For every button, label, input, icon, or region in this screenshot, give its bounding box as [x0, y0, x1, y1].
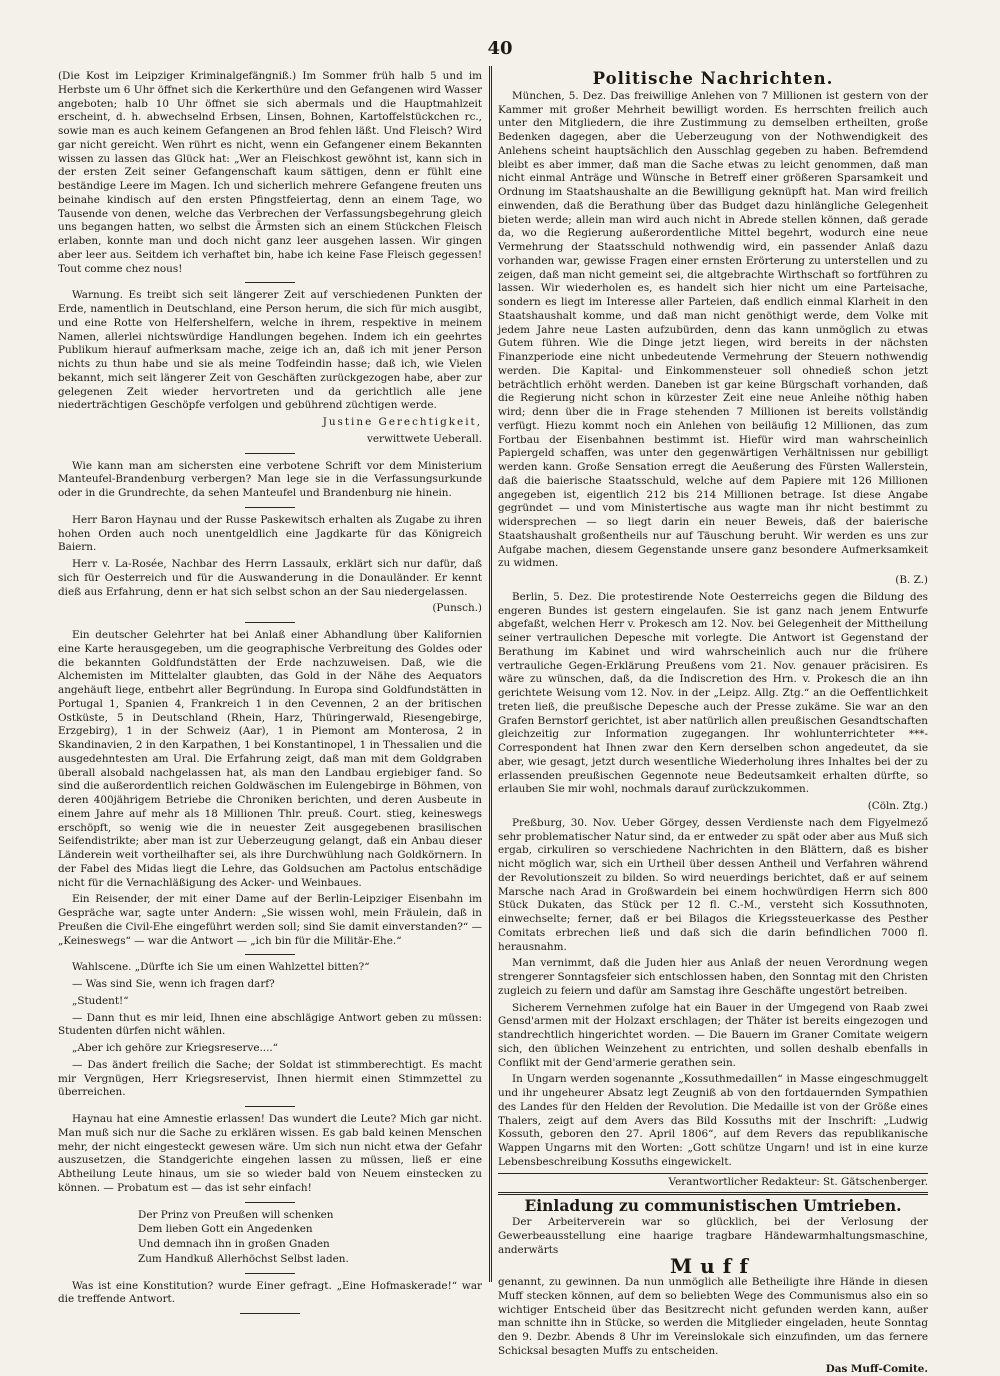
separator — [245, 507, 295, 508]
verse-line: Der Prinz von Preußen will schenken — [58, 1209, 482, 1223]
article-haynau-orden: Herr Baron Haynau und der Russe Paskewitsch erhalten als Zugabe zu ihren hohen Orden auch noch unentgeldlich eine Jagdkarte für das Königreich Baiern. — [58, 514, 482, 555]
news-juden-sonntag: Man vernimmt, daß die Juden hier aus Anlaß der neuen Verordnung wegen strengerer Sonntagsfeier sich entschlossen haben, den Sonntag mit den Christen zugleich zu feiern und dafür am Samstag ihre Geschäfte ungestört betreiben. — [498, 957, 928, 998]
separator — [245, 954, 295, 955]
article-civil-ehe: Ein Reisender, der mit einer Dame auf der Berlin-Leipziger Eisenbahn im Gespräche war, sagte unter Andern: „Sie wissen wohl, mein Fräulein, daß in Preußen die Civil-Ehe eingeführt werden soll; sind Sie damit einverstanden?“ — „Keineswegs“ — war die Antwort — „ich bin für die Militär-Ehe.“ — [58, 893, 482, 948]
verse-line: Dem lieben Gott ein Angedenken — [58, 1223, 482, 1237]
rule — [498, 1173, 928, 1174]
dialogue-line: — Das ändert freilich die Sache; der Soldat ist stimmberechtigt. Es macht mir Vergnügen, Herr Kriegsreservist, Ihnen hiermit einen Stimmzettel zu überreichen. — [58, 1059, 482, 1100]
ad-text-1: Der Arbeiterverein war so glücklich, bei der Verlosung der Gewerbeausstellung eine haarige tragbare Händewarmhaltungsmaschine, anderwärts — [498, 1216, 928, 1257]
dialogue-line: „Aber ich gehöre zur Kriegsreserve....“ — [58, 1042, 482, 1056]
dialogue-line: „Student!“ — [58, 995, 482, 1009]
separator — [245, 622, 295, 623]
signature-line-2: verwittwete Ueberall. — [58, 433, 482, 447]
news-pressburg: Preßburg, 30. Nov. Ueber Görgey, dessen Verdienste nach dem Figyelmező sehr problematischer Natur sind, da er entweder zu spät oder aber aus Muß sich ergab, cirkuliren so verschiedene Nachrichten in den Blättern, daß es bisher nicht möglich war, sich ein Urtheil über dessen Antheil und Verfahren während der Revolutionszeit zu bilden. So wird neuerdings berichtet, daß er auf seinem Marsche nach Arad in Großwardein bei einem hochwürdigen Herrn sich 800 Stück Dukaten, das Stück per 12 fl. C.-M., versteht sich Kossuthnoten, einwechselte; ferner, daß er bei Bilagos die Kriegssteuerkasse des Pesther Comitats erbrechen ließ und daß sich die darin befindlichen 7000 fl. herausnahm. — [498, 817, 928, 955]
ad-display-word: Muff — [498, 1260, 928, 1274]
source-punsch: (Punsch.) — [58, 602, 482, 616]
news-kossuth-medaillen: In Ungarn werden sogenannte „Kossuthmedaillen“ in Masse eingeschmuggelt und ihr ungeheurer Absatz legt Zeugniß ab von den fortdauernden Sympathien des Landes für den Helden der Revolution. Die Medaille ist von der Größe eines Thalers, zeigt auf dem Avers das Bild Kossuths mit der Inschrift: „Ludwig Kossuth, geboren den 27. April 1806“, auf dem Revers das republikanische Wappen Ungarns mit den Worten: „Gott schütze Ungarn! und ist in eine kurze Lebensbeschreibung Kossuths eingewickelt. — [498, 1073, 928, 1169]
article-verbotene-schrift: Wie kann man am sichersten eine verbotene Schrift vor dem Ministerium Manteufel-Brandenburg verbergen? Man lege sie in die Verfassungsurkunde oder in die Grundrechte, da sehen Manteufel und Brandenburg nie hinein. — [58, 460, 482, 501]
ad-text-2: genannt, zu gewinnen. Da nun unmöglich alle Betheiligte ihre Hände in diesen Muff stecken können, auf dem so beliebten Wege des Communismus also ein so wichtiger Entscheid über das Besitzrecht nicht gefunden werden kann, außer man schnitte ihn in Stücke, so werden die Mitglieder eingeladen, heute Sonntag den 9. Dezbr. Abends 8 Uhr im Vereinslokale sich einzufinden, um das fernere Schicksal besagten Muffs zu entscheiden. — [498, 1276, 928, 1359]
separator — [245, 1202, 295, 1203]
column-divider — [489, 66, 492, 1282]
separator — [245, 1106, 295, 1107]
separator — [245, 282, 295, 283]
article-goldfundstaetten: Ein deutscher Gelehrter hat bei Anlaß einer Abhandlung über Kalifornien eine Karte herausgegeben, um die geographische Verbreitung des Goldes oder die bekannten Goldfundstätten der Erde nachzuweisen. Daß, wie die Alchemisten im Mittelalter glaubten, das Gold in der Nähe des Aequators angehäuft liege, entbehrt aller Begründung. In Europa sind Goldfundstätten in Portugal 1, Spanien 4, Frankreich 1 in den Cevennen, 2 an der britischen Ostküste, 5 in Deutschland (Rhein, Harz, Thüringerwald, Riesengebirge, Erzgebirg), 1 in der Schweiz (Aar), 1 in Piemont am Monterosa, 2 in Skandinavien, 2 in den Karpathen, 1 bei Konstantinopel, 1 in Thessalien und die ausgedehntesten am Ural. Die Erfahrung zeigt, daß man mit dem Goldgraben überall alsobald nachgelassen hat, als man den Landbau ergiebiger fand. So sind die außerordentlich reichen Goldwäschen im Eulengebirge in Böhmen, von deren 400jährigem Betriebe die Chroniken berichten, und deren Ausbeute in einem Jahre auf mehr als 18 Millionen Thlr. preuß. Court. stieg, keineswegs erschöpft, so wenig wie die in neuester Zeit ausgegebenen brasilischen Seifendistrikte; aber man ist zur Ueberzeugung gelangt, daß ein Anbau dieser Länderein weit vortheilhafter sei, als ihre Durchwühlung nach Goldkörnern. In der Fabel des Midas liegt die Lehre, das Goldsuchen am Pactolus entschädige nicht für die Vernachläßigung des Acker- und Weinbaues. — [58, 629, 482, 890]
article-warnung: Warnung. Es treibt sich seit längerer Zeit auf verschiedenen Punkten der Erde, namentlich in Deutschland, eine Person herum, die sich für mich ausgibt, und eine Rotte von Helfershelfern, welche in ihrem, respektive in meinem Namen, allerlei nichtswürdige Handlungen begehen. Indem ich ein geehrtes Publikum hierauf aufmerksam mache, zeige ich an, daß ich mit jener Person nichts zu thun habe und sie als meine Todfeindin hasse; daß ich, wie Vielen bekannt, mich seit längerer Zeit von Geschäften zurückgezogen habe, aber zur gelegenen Zeit wieder hervortreten und da gerichtlich alle jene niederträchtigen Geschöpfe verfolgen und gebührend züchtigen werde. — [58, 289, 482, 413]
signature-line-1: Justine Gerechtigkeit, — [58, 416, 482, 430]
article-kost: (Die Kost im Leipziger Kriminalgefängniß.) Im Sommer früh halb 5 und im Herbste um 6 Uhr öffnet sich die Kerkerthüre und den Gefangenen wird Wasser angeboten; halb 10 Uhr öffnet sie sich abermals und die Hauptmahlzeit erscheint, d. h. abwechselnd Erbsen, Linsen, Bohnen, Kartoffelstückchen rc., sowie man es auch keinem Gefangenen an Brod fehlen läßt. Und Fleisch? Wird gar nicht gereicht. Wen rührt es nicht, wenn ein Gefangener einem Bekannten wissen zu lassen das Glück hat: „Wer an Fleischkost gewöhnt ist, kann sich in der ersten Zeit seiner Gefangenschaft kaum sättigen, denn er fühlt eine beständige Leere im Magen. Ich und sicherlich mehrere Gefangene freuten uns beinahe kindisch auf den ersten Pfingstfeiertag, denn an einem Tage, wo Tausende von denen, welche das Verbrechen der Verfassungsbegehrung gleich uns begangen hatten, wo selbst die Ärmsten sich an einem Stückchen Fleisch erlaben, konnte man und doch nicht ganz leer ausgehen lassen. Wir gingen aber leer aus. Seitdem ich verhaftet bin, habe ich keine Fase Fleisch gegessen! Tout comme chez nous! — [58, 70, 482, 276]
verse-line: Zum Handkuß Allerhöchst Selbst laden. — [58, 1253, 482, 1267]
news-raab: Sicherem Vernehmen zufolge hat ein Bauer in der Umgegend von Raab zwei Gensd'armen mit der Holzaxt erschlagen; der Thäter ist bereits eingezogen und standrechtlich hingerichtet worden. — Die Bauern im Graner Comitate weigern sich, den üblichen Weinzehent zu entrichten, und sollen deshalb ebenfalls in Conflikt mit der Gend'armerie gerathen sein. — [498, 1002, 928, 1071]
left-column — [58, 70, 482, 1320]
dialogue-wahlscene: Wahlscene. „Dürfte ich Sie um einen Wahlzettel bitten?“ — [58, 961, 482, 975]
news-berlin: Berlin, 5. Dez. Die protestirende Note Oesterreichs gegen die Bildung des engeren Bundes ist gestern eingelaufen. Sie ist ganz nach jenem Entwurfe abgefaßt, welchen Herr v. Prokesch am 12. Nov. bei Gelegenheit der Mittheilung seiner vertraulichen Depesche mit vorlegte. Die Antwort ist Gegenstand der Berathung im Kabinet und wird wahrscheinlich auch nur die frühere vertrauliche Gegen-Erklärung Preußens vom 21. Nov. genauer präcisiren. Es wäre zu wünschen, daß, da die Indiscretion des Hrn. v. Prokesch die an ihn gerichtete Weisung vom 12. Nov. in der „Leipz. Allg. Ztg.“ an die Oeffentlichkeit treten ließ, die preußische Depesche auch der Presse zukäme. Sie war an den Grafen Bernstorf gerichtet, ist aber natürlich allen preußischen Gesandtschaften gleichzeitig zur Information zugegangen. Ihr wohlunterrichteter ***-Correspondent hat Ihnen zwar den Kern derselben schon angedeutet, da sie aber, wie gesagt, jetzt durch wesentliche Wiederholung ihres Inhaltes bei der zu erlassenden preußischen Gegennote neue Bedeutsamkeit erhalten dürfte, so erlauben Sie mir wohl, nochmals darauf zurückzukommen. — [498, 591, 928, 797]
section-heading: Politische Nachrichten. — [498, 72, 928, 86]
separator — [245, 453, 295, 454]
news-muenchen: München, 5. Dez. Das freiwillige Anlehen von 7 Millionen ist gestern von der Kammer mit großer Mehrheit bewilligt worden. Es herrschten freilich auch unter den Mitgliedern, die ihre Zustimmung zu demselben ertheilten, große Bedenken dagegen, aber die Ueberzeugung von der Nothwendigkeit des Anlehens scheint hauptsächlich den Ausschlag gegeben zu haben. Befremdend bleibt es aber immer, daß man die Sache etwas zu leicht genommen, daß man nicht einmal Anträge und Wünsche in Betreff einer größeren Sparsamkeit und Ordnung im Staatshaushalte an die Bewilligung geknüpft hat. Man wird freilich einwenden, daß die Berathung über das Budget dazu hinlängliche Gelegenheit bieten werde; allein man wird auch nicht in Abrede stellen können, daß gerade da, wo die Regierung außerordentliche Mittel begehrt, wodurch eine neue Vermehrung der Staatsschuld nothwendig wird, ein passender Anlaß dazu vorhanden war, gewisse Fragen einer ernsten Erörterung zu unterstellen und zu zeigen, daß man nicht gemeint sei, die altgebrachte Wirthschaft so fortführen zu lassen. Wir wiederholen es, es handelt sich hier nicht um eine Parteisache, sondern es liegt im Interesse aller Parteien, daß endlich einmal Klarheit in den Staatshaushalt komme, und daß man nicht genöthigt werde, dem Volke mit jedem Jahre neue Lasten aufzubürden, denn das kann unmöglich zu etwas Gutem führen. Wie die Dinge jetzt liegen, wird bereits in der nächsten Finanzperiode eine nicht unbedeutende Vermehrung der Steuern nothwendig werden. Die Kapital- und Einkommensteuer soll ohnedieß schon jetzt beträchtlich erhöht werden. Daneben ist gar keine Bürgschaft vorhanden, daß die Regierung nicht schon in kürzester Zeit eine neue Anleihe nöthig haben wird; denn über die in Frage stehenden 7 Millionen ist bereits vollständig verfügt. Hiezu kommt noch ein Anlehen von beiläufig 12 Millionen, das zum Fortbau der Eisenbahnen bestimmt ist. Hiefür wird man wahrscheinlich Papiergeld schaffen, was unter den gegenwärtigen Verhältnissen nur gebilligt werden kann. Große Sensation erregt die Aeußerung des Fürsten Wallerstein, daß die baierische Staatsschuld, welche auf dem Papiere mit 126 Millionen angegeben ist, eigentlich 212 bis 214 Millionen betrage. Ist diese Angabe gegründet — und vom Ministertische aus wagte man ihr nicht bestimmt zu widersprechen — so liegt darin ein neuer Beweis, daß der baierische Staatshaushalt großentheils nur auf Täuschung beruht. Wir werden es uns zur Aufgabe machen, diesem Gegenstande unsere ganz besondere Aufmerksamkeit zu widmen. — [498, 90, 928, 571]
ad-signature: Das Muff-Comite. — [498, 1363, 928, 1376]
separator — [245, 1273, 295, 1274]
editor-line: Verantwortlicher Redakteur: St. Gätschenberger. — [498, 1176, 928, 1190]
article-la-rosee: Herr v. La-Rosée, Nachbar des Herrn Lassaulx, erklärt sich nur dafür, daß sich für Oesterreich und für die Auswanderung in die Donauländer. Er kennt dieß aus Erfahrung, denn er hat sich selbst schon an der Sau niedergelassen. — [58, 558, 482, 599]
dialogue-line: — Was sind Sie, wenn ich fragen darf? — [58, 978, 482, 992]
source-coeln: (Cöln. Ztg.) — [498, 800, 928, 814]
dialogue-line: — Dann thut es mir leid, Ihnen eine abschlägige Antwort geben zu müssen: Studenten dürfen nicht wählen. — [58, 1012, 482, 1040]
article-amnestie: Haynau hat eine Amnestie erlassen! Das wundert die Leute? Mich gar nicht. Man muß sich nur die Sache zu erklären wissen. Es gab bald keinen Menschen mehr, der nicht eingesteckt gewesen wäre. Um sich nun nicht etwa der Gefahr auszusetzen, die Standgerichte eingehen lassen zu müssen, ließ er eine Abtheilung Leute hinaus, um sie so wieder bald von Neuem einstecken zu können. — Probatum est — das ist sehr einfach! — [58, 1113, 482, 1196]
end-separator — [240, 1313, 300, 1314]
verse-line: Und demnach ihn in großen Gnaden — [58, 1238, 482, 1252]
right-column — [498, 70, 928, 1376]
double-rule — [498, 1192, 928, 1195]
page-number: 40 — [480, 38, 520, 59]
ad-title: Einladung zu communistischen Umtrieben. — [498, 1199, 928, 1213]
source-bz: (B. Z.) — [498, 574, 928, 588]
article-konstitution: Was ist eine Konstitution? wurde Einer gefragt. „Eine Hofmaskerade!“ war die treffende Antwort. — [58, 1280, 482, 1308]
